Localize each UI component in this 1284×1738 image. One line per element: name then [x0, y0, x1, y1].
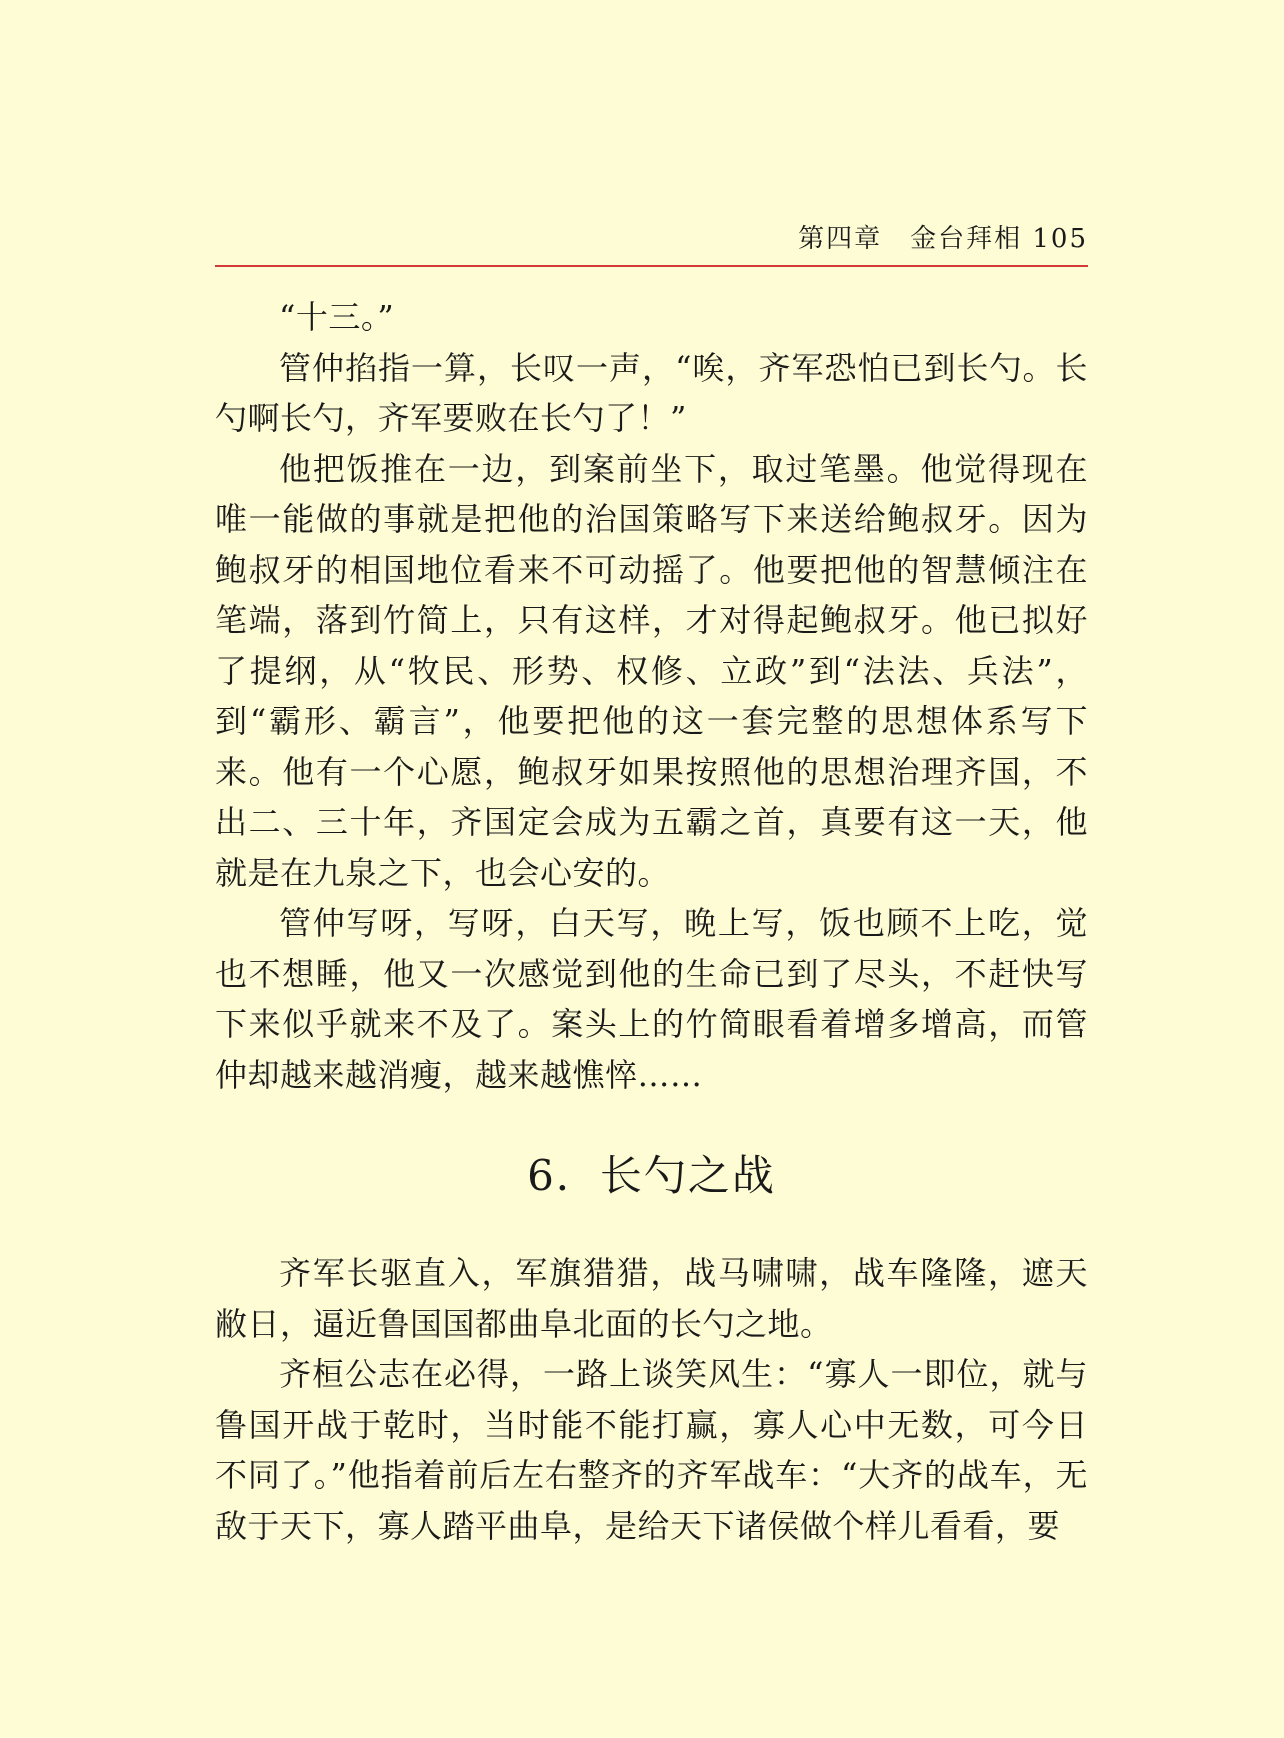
paragraph: “十三。” — [279, 298, 395, 336]
page-number: 105 — [1032, 224, 1088, 254]
chapter-title: 金台拜相 — [910, 224, 1023, 254]
paragraph: 管仲掐指一算，长叹一声，“唉，齐军恐怕已到长勺。长勺啊长勺，齐军要败在长勺了！” — [215, 348, 1088, 437]
running-head — [215, 218, 1088, 258]
paragraph: 齐军长驱直入，军旗猎猎，战马啸啸，战车隆隆，遮天敝日，逼近鲁国国都曲阜北面的长勺之地。 — [215, 1254, 1088, 1343]
header-rule — [215, 265, 1088, 267]
chapter-label: 第四章 — [798, 224, 883, 254]
paragraph: 齐桓公志在必得，一路上谈笑风生：“寡人一即位，就与鲁国开战于乾时，当时能不能打赢，寡人心中无数，可今日不同了。”他指着前后左右整齐的齐军战车：“大齐的战车，无敌于天下，寡人踏平曲阜，是给天下诸侯做个样儿看看，要 — [215, 1355, 1088, 1545]
body-text-top — [215, 292, 1088, 1100]
paragraph: 管仲写呀，写呀，白天写，晚上写，饭也顾不上吃，觉也不想睡，他又一次感觉到他的生命已到了尽头，不赶快写下来似乎就来不及了。案头上的竹简眼看着增多增高，而管仲却越来越消瘦，越来越憔悴…… — [215, 904, 1088, 1094]
body-text-bottom — [215, 1248, 1088, 1551]
section-title: 6．长勺之战 — [527, 1151, 776, 1200]
paragraph: 他把饭推在一边，到案前坐下，取过笔墨。他觉得现在唯一能做的事就是把他的治国策略写下来送给鲍叔牙。因为鲍叔牙的相国地位看来不可动摇了。他要把他的智慧倾注在笔端，落到竹简上，只有这样，才对得起鲍叔牙。他已拟好了提纲，从“牧民、形势、权修、立政”到“法法、兵法”，到“霸形、霸言”，他要把他的这一套完整的思想体系写下来。他有一个心愿，鲍叔牙如果按照他的思想治理齐国，不出二、三十年，齐国定会成为五霸之首，真要有这一天，他就是在九泉之下，也会心安的。 — [215, 449, 1088, 892]
